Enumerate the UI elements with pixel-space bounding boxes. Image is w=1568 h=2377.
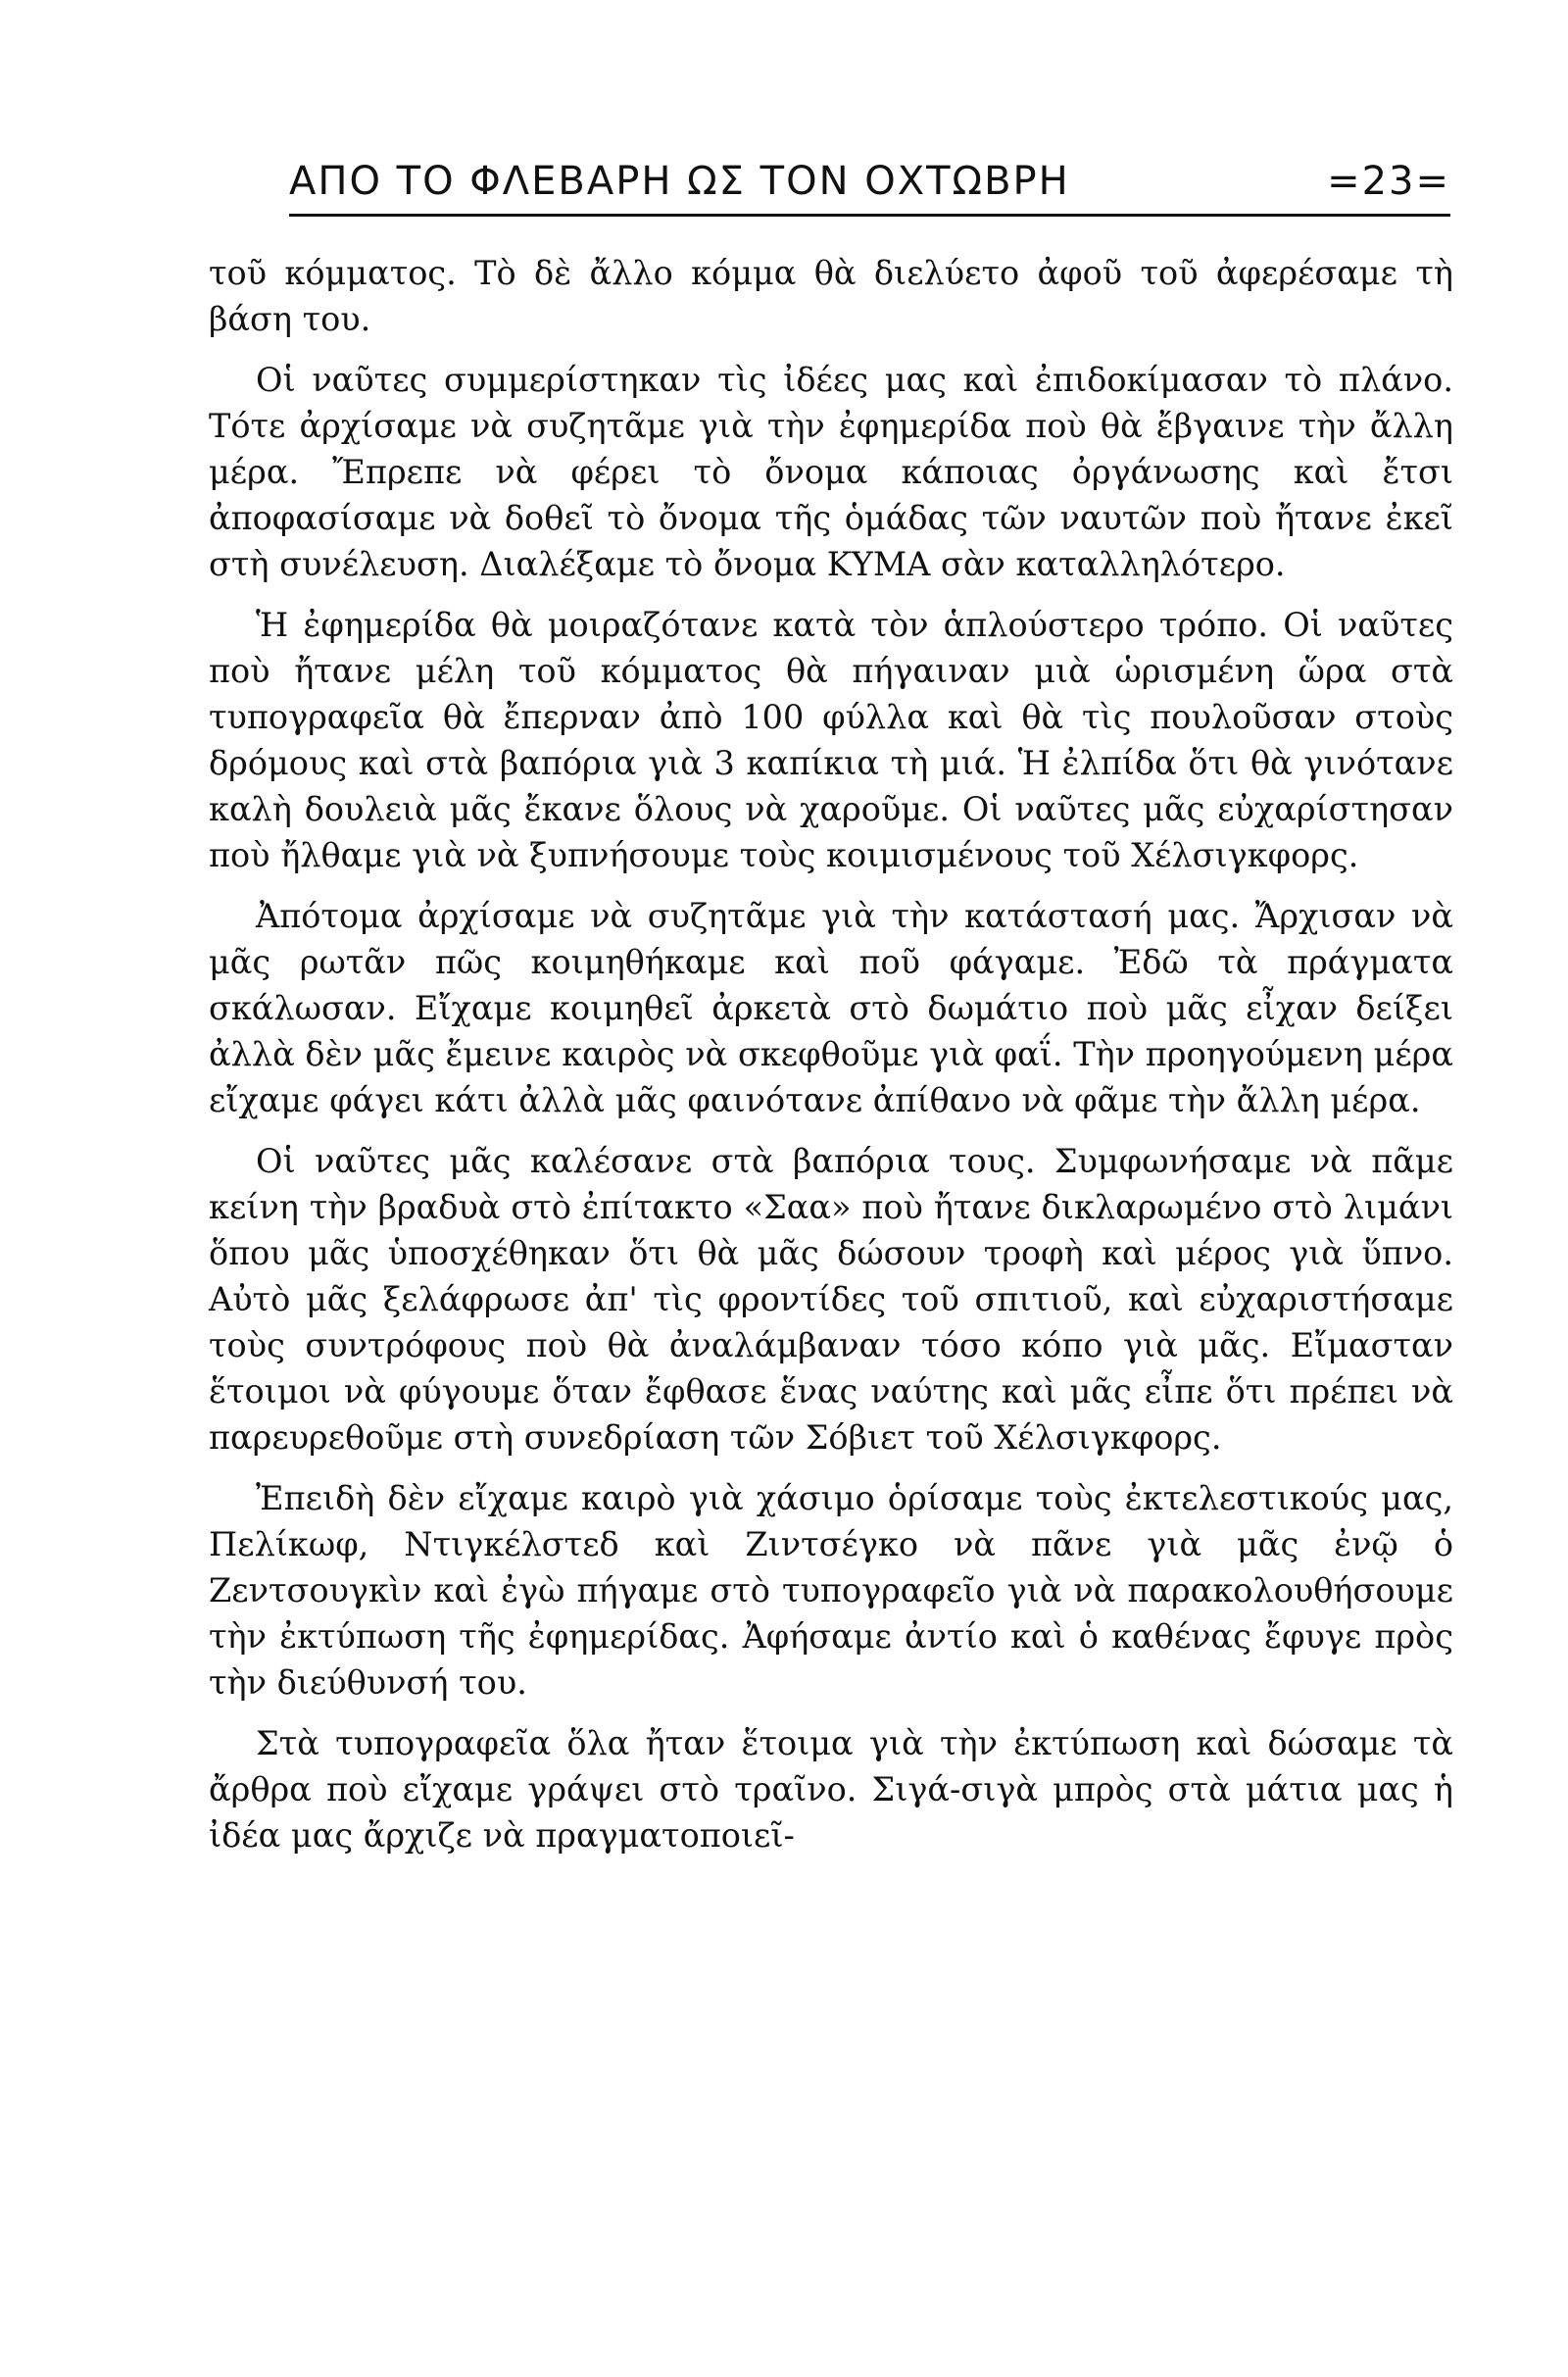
- paragraph: Ἐπειδὴ δὲν εἴχαμε καιρὸ γιὰ χάσιμο ὁρίσαμε τοὺς ἐκτελεστικούς μας, Πελίκωφ, Ντιγκέλστεδ καὶ Ζιντσέγκο νὰ πᾶνε γιὰ μᾶς ἐνῷ ὁ Ζεντσουγκὶν καὶ ἐγὼ πήγαμε στὸ τυπογραφεῖο γιὰ νὰ παρακολουθήσουμε τὴν ἐκτύπωση τῆς ἐφημερίδας. Ἀφήσαμε ἀντίο καὶ ὁ καθένας ἔφυγε πρὸς τὴν διεύθυνσή του.: [209, 1479, 1453, 1702]
- paragraph: Ἡ ἐφημερίδα θὰ μοιραζότανε κατὰ τὸν ἁπλούστερο τρόπο. Οἱ ναῦτες ποὺ ἤτανε μέλη τοῦ κόμματος θὰ πήγαιναν μιὰ ὡρισμένη ὥρα στὰ τυπογραφεῖα θὰ ἔπερναν ἀπὸ 100 φύλλα καὶ θὰ τὶς πουλοῦσαν στοὺς δρόμους καὶ στὰ βαπόρια γιὰ 3 καπίκια τὴ μιά. Ἡ ἐλπίδα ὅτι θὰ γινότανε καλὴ δουλειὰ μᾶς ἔκανε ὅλους νὰ χαροῦμε. Οἱ ναῦτες μᾶς εὐχαρίστησαν ποὺ ἤλθαμε γιὰ νὰ ξυπνήσουμε τοὺς κοιμισμένους τοῦ Χέλσιγκφορς.: [209, 606, 1453, 874]
- paragraph: Ἀπότομα ἀρχίσαμε νὰ συζητᾶμε γιὰ τὴν κατάστασή μας. Ἄρχισαν νὰ μᾶς ρωτᾶν πῶς κοιμηθήκαμε καὶ ποῦ φάγαμε. Ἐδῶ τὰ πράγματα σκάλωσαν. Εἴχαμε κοιμηθεῖ ἀρκετὰ στὸ δωμάτιο ποὺ μᾶς εἶχαν δείξει ἀλλὰ δὲν μᾶς ἔμεινε καιρὸς νὰ σκεφθοῦμε γιὰ φαΐ. Τὴν προηγούμενη μέρα εἴχαμε φάγει κάτι ἀλλὰ μᾶς φαινότανε ἀπίθανο νὰ φᾶμε τὴν ἄλλη μέρα.: [209, 897, 1453, 1119]
- paragraph: Οἱ ναῦτες μᾶς καλέσανε στὰ βαπόρια τους. Συμφωνήσαμε νὰ πᾶμε κείνη τὴν βραδυὰ στὸ ἐπίτακτο «Σαα» ποὺ ἤτανε δικλαρωμένο στὸ λιμάνι ὅπου μᾶς ὑποσχέθηκαν ὅτι θὰ μᾶς δώσουν τροφὴ καὶ μέρος γιὰ ὕπνο. Αὐτὸ μᾶς ξελάφρωσε ἀπ' τὶς φροντίδες τοῦ σπιτιοῦ, καὶ εὐχαριστήσαμε τοὺς συντρόφους ποὺ θὰ ἀναλάμβαναν τόσο κόπο γιὰ μᾶς. Εἴμασταν ἕτοιμοι νὰ φύγουμε ὅταν ἔφθασε ἕνας ναύτης καὶ μᾶς εἶπε ὅτι πρέπει νὰ παρευρεθοῦμε στὴ συνεδρίαση τῶν Σόβιετ τοῦ Χέλσιγκφορς.: [209, 1142, 1453, 1457]
- running-header: [289, 145, 1450, 204]
- paragraph: τοῦ κόμματος. Τὸ δὲ ἄλλο κόμμα θὰ διελύετο ἀφοῦ τοῦ ἀφερέσαμε τὴ βάση του.: [209, 254, 1453, 338]
- paragraph: Οἱ ναῦτες συμμερίστηκαν τὶς ἰδέες μας καὶ ἐπιδοκίμασαν τὸ πλάνο. Τότε ἀρχίσαμε νὰ συζητᾶμε γιὰ τὴν ἐφημερίδα ποὺ θὰ ἔβγαινε τὴν ἄλλη μέρα. Ἔπρεπε νὰ φέρει τὸ ὄνομα κάποιας ὀργάνωσης καὶ ἔτσι ἀποφασίσαμε νὰ δοθεῖ τὸ ὄνομα τῆς ὁμάδας τῶν ναυτῶν ποὺ ἤτανε ἐκεῖ στὴ συνέλευση. Διαλέξαμε τὸ ὄνομα ΚΥΜΑ σὰν καταλληλότερο.: [209, 361, 1453, 583]
- page-number: =23=: [1327, 159, 1450, 204]
- paragraph: Στὰ τυπογραφεῖα ὅλα ἤταν ἕτοιμα γιὰ τὴν ἐκτύπωση καὶ δώσαμε τὰ ἄρθρα ποὺ εἴχαμε γράψει στὸ τραῖνο. Σιγά-σιγὰ μπρὸς στὰ μάτια μας ἡ ἰδέα μας ἄρχιζε νὰ πραγματοποιεῖ-: [209, 1724, 1453, 1855]
- header-title: ΑΠΟ ΤΟ ΦΛΕΒΑΡΗ ΩΣ ΤΟΝ ΟΧΤΩΒΡΗ: [289, 159, 1070, 204]
- header-rule: [289, 214, 1450, 217]
- body-text: [209, 250, 1453, 1873]
